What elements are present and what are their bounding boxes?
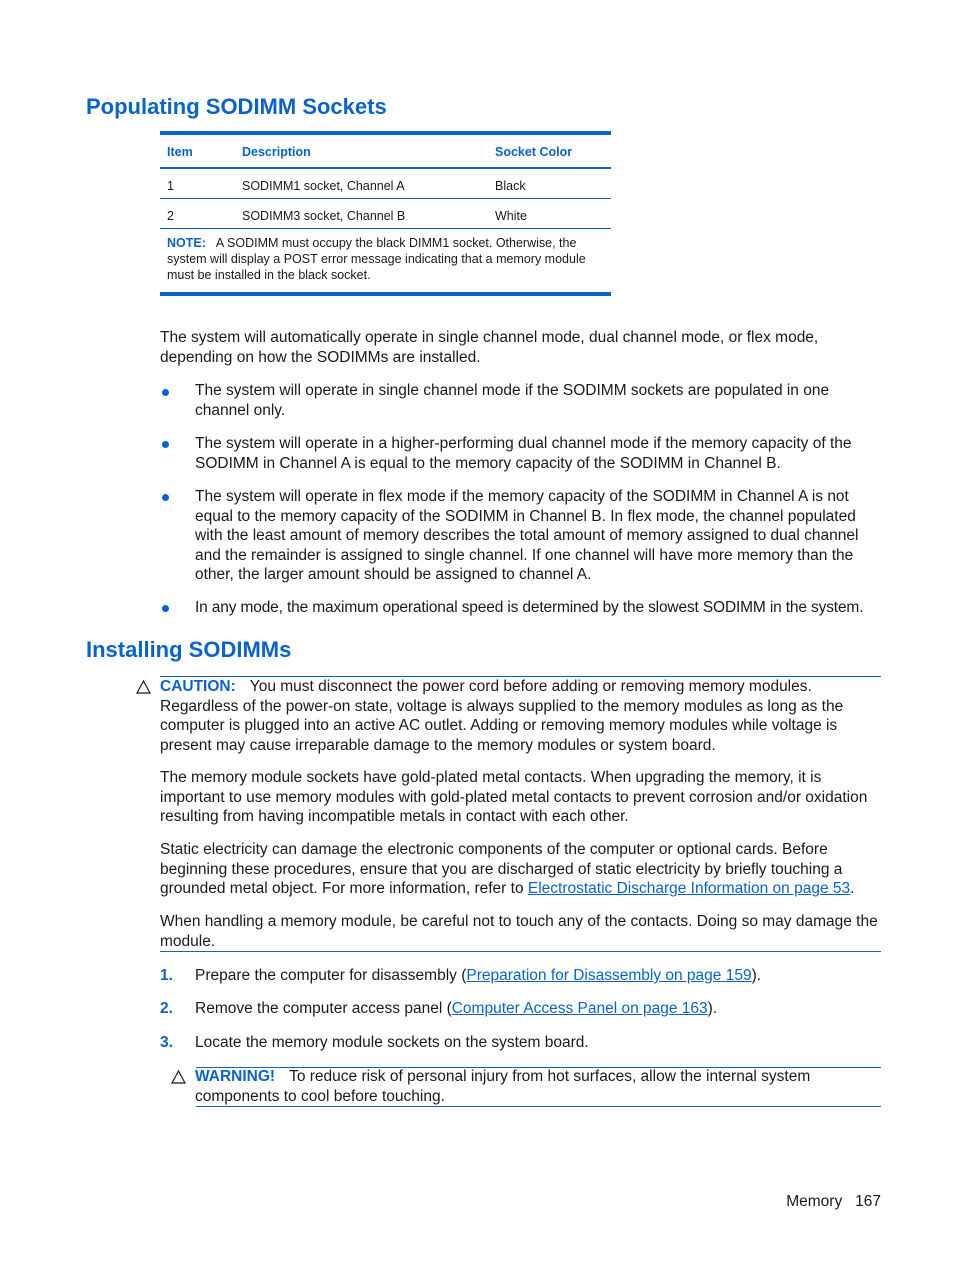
section-title-populating: Populating SODIMM Sockets bbox=[86, 94, 387, 119]
header-description: Description bbox=[242, 145, 311, 159]
warning-triangle-icon bbox=[171, 1070, 186, 1084]
esd-link[interactable]: Electrostatic Discharge Information on page 53 bbox=[527, 880, 851, 897]
page-number: 167 bbox=[855, 1193, 881, 1210]
step-text-end: ). bbox=[707, 1000, 718, 1017]
socket-table bbox=[160, 131, 611, 296]
gold-contacts-paragraph: The memory module sockets have gold-plated metal contacts. When upgrading the memory, it is important to use memory modules with gold-plated metal contacts to prevent corrosion and/or oxidation resulting from having incompatible metals in contact with each other. bbox=[160, 769, 868, 825]
table-row bbox=[160, 169, 611, 198]
step-number: 1. bbox=[160, 967, 173, 984]
step-text: Prepare the computer for disassembly ( bbox=[195, 967, 467, 984]
caution-triangle-icon bbox=[136, 680, 151, 694]
bullet-icon bbox=[162, 494, 169, 501]
static-text: Static electricity can damage the electronic components of the computer or optional cards. Before beginning these procedures, ensure that you are discharged of static electricity by briefly touching a grounded metal object. For more information, refer to bbox=[160, 841, 843, 897]
cell-description: SODIMM3 socket, Channel B bbox=[242, 209, 406, 223]
step-number: 2. bbox=[160, 1000, 173, 1017]
footer-section: Memory bbox=[786, 1193, 843, 1210]
bullet-item: The system will operate in single channel mode if the SODIMM sockets are populated in one channel only. bbox=[195, 382, 830, 419]
bullet-icon bbox=[162, 605, 169, 612]
cell-description: SODIMM1 socket, Channel A bbox=[242, 179, 405, 193]
warning-text: To reduce risk of personal injury from hot surfaces, allow the internal system components to cool before touching. bbox=[195, 1068, 811, 1105]
static-text-end: . bbox=[850, 880, 855, 897]
access-panel-link[interactable]: Computer Access Panel on page 163 bbox=[451, 1000, 708, 1017]
bullet-item: The system will operate in flex mode if the memory capacity of the SODIMM in Channel A is not equal to the memory capacity of the SODIMM in Channel B. In flex mode, the channel populated with the least amount of memory describes the total amount of memory assigned to dual channel and the remainder is assigned to single channel. If one channel will have more memory than the other, the larger amount should be assigned to channel A. bbox=[195, 488, 859, 583]
note-text: A SODIMM must occupy the black DIMM1 socket. Otherwise, the system will display a POST error message indicating that a memory module must be installed in the black socket. bbox=[167, 236, 586, 282]
table-bottom-rule bbox=[160, 292, 611, 296]
cell-socket-color: Black bbox=[495, 179, 526, 193]
bullet-icon bbox=[162, 441, 169, 448]
warning-label: WARNING! bbox=[195, 1068, 276, 1085]
step-number: 3. bbox=[160, 1034, 173, 1051]
warning-block bbox=[195, 1067, 881, 1106]
cell-item: 2 bbox=[167, 209, 174, 223]
caution-bottom-rule bbox=[160, 951, 881, 952]
bullet-item: In any mode, the maximum operational speed is determined by the slowest SODIMM in the system. bbox=[195, 599, 864, 616]
section-title-installing: Installing SODIMMs bbox=[86, 637, 292, 662]
caution-block bbox=[160, 677, 884, 755]
table-header-row bbox=[160, 135, 611, 167]
cell-item: 1 bbox=[167, 179, 174, 193]
cell-socket-color: White bbox=[495, 209, 527, 223]
intro-paragraph: The system will automatically operate in single channel mode, dual channel mode, or flex mode, depending on how the SODIMMs are installed. bbox=[160, 329, 819, 366]
caution-text: You must disconnect the power cord before adding or removing memory modules. Regardless of the power-on state, voltage is always supplied to the memory modules as long as the computer is plugged into an active AC outlet. Adding or removing memory modules while voltage is present may cause irreparable damage to the memory modules or system board. bbox=[160, 678, 844, 754]
step-text-end: ). bbox=[751, 967, 762, 984]
caution-label: CAUTION: bbox=[160, 678, 236, 695]
page-footer bbox=[786, 1193, 881, 1211]
bullet-icon bbox=[162, 389, 169, 396]
static-paragraph bbox=[160, 840, 884, 899]
warning-bottom-rule bbox=[196, 1106, 881, 1107]
bullet-item: The system will operate in a higher-performing dual channel mode if the memory capacity of the SODIMM in Channel A is equal to the memory capacity of the SODIMM in Channel B. bbox=[195, 435, 852, 472]
note-label: NOTE: bbox=[167, 236, 206, 250]
table-note bbox=[160, 229, 611, 292]
table-row bbox=[160, 199, 611, 228]
header-socket-color: Socket Color bbox=[495, 145, 573, 159]
step-text: Remove the computer access panel ( bbox=[195, 1000, 452, 1017]
header-item: Item bbox=[167, 145, 193, 159]
handling-paragraph: When handling a memory module, be careful not to touch any of the contacts. Doing so may damage the module. bbox=[160, 913, 878, 950]
disassembly-link[interactable]: Preparation for Disassembly on page 159 bbox=[466, 967, 752, 984]
step-text: Locate the memory module sockets on the system board. bbox=[195, 1034, 589, 1051]
